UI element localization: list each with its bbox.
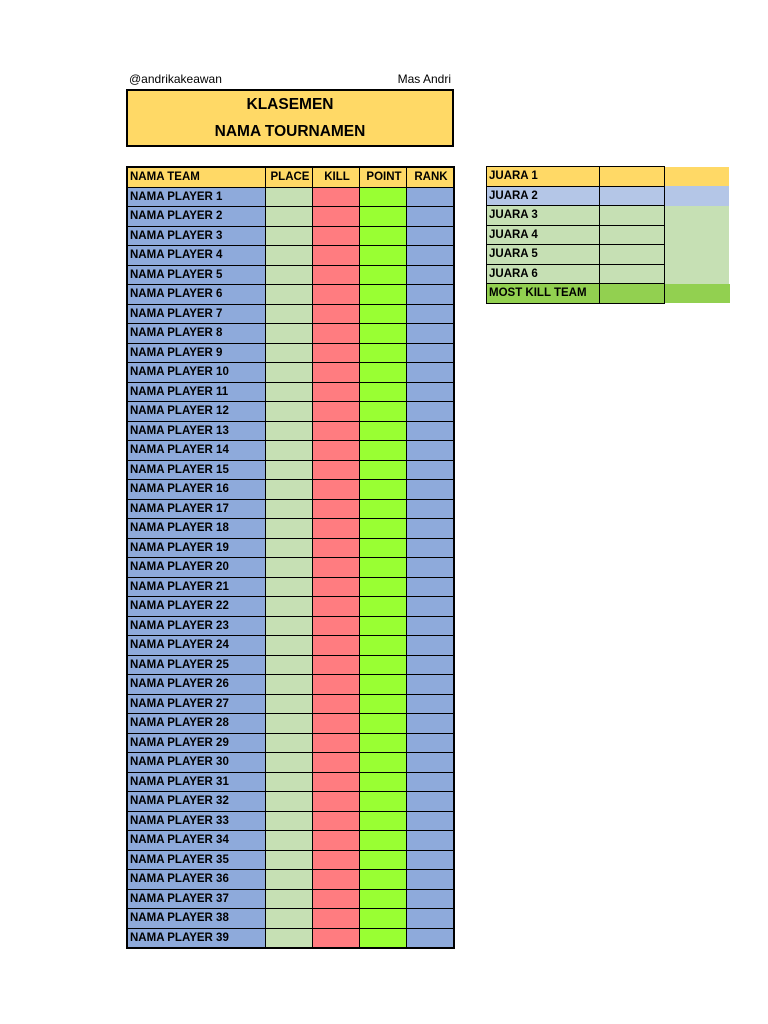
- rank-cell[interactable]: [407, 324, 455, 344]
- point-cell[interactable]: [360, 343, 407, 363]
- kill-cell[interactable]: [313, 772, 360, 792]
- header-place: PLACE: [266, 167, 313, 187]
- rank-cell[interactable]: [407, 694, 455, 714]
- kill-cell[interactable]: [313, 733, 360, 753]
- winner-team-cell[interactable]: [600, 284, 665, 304]
- table-row: [127, 616, 454, 636]
- rank-cell[interactable]: [407, 343, 455, 363]
- winners-table: [486, 166, 730, 304]
- point-cell[interactable]: [360, 753, 407, 773]
- table-row: [127, 538, 454, 558]
- point-cell[interactable]: [360, 597, 407, 617]
- kill-cell[interactable]: [313, 246, 360, 266]
- author-text: Mas Andri: [397, 72, 451, 86]
- kill-cell[interactable]: [313, 363, 360, 383]
- team-name-cell: NAMA PLAYER 8: [127, 324, 266, 344]
- point-cell[interactable]: [360, 285, 407, 305]
- kill-cell[interactable]: [313, 480, 360, 500]
- table-row: [127, 363, 454, 383]
- team-name-cell: NAMA PLAYER 19: [127, 538, 266, 558]
- place-cell[interactable]: [266, 499, 313, 519]
- kill-cell[interactable]: [313, 870, 360, 890]
- header-kill: KILL: [313, 167, 360, 187]
- table-header-row: [127, 167, 454, 187]
- kill-cell[interactable]: [313, 285, 360, 305]
- point-cell[interactable]: [360, 538, 407, 558]
- rank-cell[interactable]: [407, 558, 455, 578]
- winner-label: JUARA 3: [487, 206, 600, 226]
- place-cell[interactable]: [266, 441, 313, 461]
- table-row: [127, 285, 454, 305]
- place-cell[interactable]: [266, 928, 313, 948]
- rank-cell[interactable]: [407, 519, 455, 539]
- team-name-cell: NAMA PLAYER 29: [127, 733, 266, 753]
- place-cell[interactable]: [266, 246, 313, 266]
- rank-cell[interactable]: [407, 714, 455, 734]
- rank-cell[interactable]: [407, 577, 455, 597]
- winner-row: [487, 225, 730, 245]
- team-name-cell: NAMA PLAYER 10: [127, 363, 266, 383]
- winner-team-cell[interactable]: [600, 167, 665, 187]
- kill-cell[interactable]: [313, 655, 360, 675]
- point-cell[interactable]: [360, 558, 407, 578]
- table-row: [127, 753, 454, 773]
- kill-cell[interactable]: [313, 265, 360, 285]
- team-name-cell: NAMA PLAYER 33: [127, 811, 266, 831]
- title-line-2: NAMA TOURNAMEN: [214, 123, 366, 140]
- table-row: [127, 831, 454, 851]
- winner-row: [487, 206, 730, 226]
- winner-row: [487, 167, 730, 187]
- point-cell[interactable]: [360, 519, 407, 539]
- table-row: [127, 675, 454, 695]
- team-name-cell: NAMA PLAYER 23: [127, 616, 266, 636]
- point-cell[interactable]: [360, 441, 407, 461]
- point-cell[interactable]: [360, 226, 407, 246]
- place-cell[interactable]: [266, 421, 313, 441]
- table-row: [127, 792, 454, 812]
- table-row: [127, 265, 454, 285]
- team-name-cell: NAMA PLAYER 35: [127, 850, 266, 870]
- place-cell[interactable]: [266, 850, 313, 870]
- rank-cell[interactable]: [407, 675, 455, 695]
- rank-cell[interactable]: [407, 655, 455, 675]
- rank-cell[interactable]: [407, 909, 455, 929]
- table-row: [127, 694, 454, 714]
- rank-cell[interactable]: [407, 733, 455, 753]
- point-cell[interactable]: [360, 714, 407, 734]
- point-cell[interactable]: [360, 382, 407, 402]
- table-row: [127, 343, 454, 363]
- team-name-cell: NAMA PLAYER 28: [127, 714, 266, 734]
- team-name-cell: NAMA PLAYER 26: [127, 675, 266, 695]
- table-row: [127, 850, 454, 870]
- point-cell[interactable]: [360, 460, 407, 480]
- kill-cell[interactable]: [313, 714, 360, 734]
- rank-cell[interactable]: [407, 538, 455, 558]
- kill-cell[interactable]: [313, 499, 360, 519]
- place-cell[interactable]: [266, 889, 313, 909]
- place-cell[interactable]: [266, 811, 313, 831]
- title-box: [126, 89, 454, 147]
- point-cell[interactable]: [360, 928, 407, 948]
- team-name-cell: NAMA PLAYER 39: [127, 928, 266, 948]
- place-cell[interactable]: [266, 402, 313, 422]
- point-cell[interactable]: [360, 616, 407, 636]
- kill-cell[interactable]: [313, 382, 360, 402]
- team-name-cell: NAMA PLAYER 37: [127, 889, 266, 909]
- table-row: [127, 480, 454, 500]
- place-cell[interactable]: [266, 460, 313, 480]
- team-name-cell: NAMA PLAYER 2: [127, 207, 266, 227]
- kill-cell[interactable]: [313, 928, 360, 948]
- point-cell[interactable]: [360, 480, 407, 500]
- team-name-cell: NAMA PLAYER 24: [127, 636, 266, 656]
- table-row: [127, 246, 454, 266]
- winner-extra-cell[interactable]: [665, 245, 730, 265]
- header-point: POINT: [360, 167, 407, 187]
- point-cell[interactable]: [360, 636, 407, 656]
- rank-cell[interactable]: [407, 421, 455, 441]
- winner-row: [487, 245, 730, 265]
- rank-cell[interactable]: [407, 304, 455, 324]
- team-name-cell: NAMA PLAYER 34: [127, 831, 266, 851]
- kill-cell[interactable]: [313, 811, 360, 831]
- kill-cell[interactable]: [313, 402, 360, 422]
- place-cell[interactable]: [266, 597, 313, 617]
- place-cell[interactable]: [266, 363, 313, 383]
- team-name-cell: NAMA PLAYER 15: [127, 460, 266, 480]
- point-cell[interactable]: [360, 187, 407, 207]
- kill-cell[interactable]: [313, 558, 360, 578]
- kill-cell[interactable]: [313, 577, 360, 597]
- place-cell[interactable]: [266, 714, 313, 734]
- place-cell[interactable]: [266, 831, 313, 851]
- point-cell[interactable]: [360, 675, 407, 695]
- rank-cell[interactable]: [407, 811, 455, 831]
- team-name-cell: NAMA PLAYER 21: [127, 577, 266, 597]
- rank-cell[interactable]: [407, 753, 455, 773]
- team-name-cell: NAMA PLAYER 3: [127, 226, 266, 246]
- table-row: [127, 226, 454, 246]
- place-cell[interactable]: [266, 577, 313, 597]
- point-cell[interactable]: [360, 402, 407, 422]
- table-row: [127, 207, 454, 227]
- table-row: [127, 382, 454, 402]
- point-cell[interactable]: [360, 792, 407, 812]
- rank-cell[interactable]: [407, 382, 455, 402]
- winner-team-cell[interactable]: [600, 225, 665, 245]
- winner-row: [487, 186, 730, 206]
- table-row: [127, 636, 454, 656]
- team-name-cell: NAMA PLAYER 9: [127, 343, 266, 363]
- rank-cell[interactable]: [407, 870, 455, 890]
- winner-row: [487, 264, 730, 284]
- team-name-cell: NAMA PLAYER 27: [127, 694, 266, 714]
- rank-cell[interactable]: [407, 850, 455, 870]
- winner-label: JUARA 5: [487, 245, 600, 265]
- place-cell[interactable]: [266, 343, 313, 363]
- place-cell[interactable]: [266, 772, 313, 792]
- rank-cell[interactable]: [407, 187, 455, 207]
- kill-cell[interactable]: [313, 187, 360, 207]
- winner-label: JUARA 2: [487, 186, 600, 206]
- table-row: [127, 811, 454, 831]
- team-name-cell: NAMA PLAYER 32: [127, 792, 266, 812]
- kill-cell[interactable]: [313, 304, 360, 324]
- header-team: NAMA TEAM: [127, 167, 266, 187]
- table-row: [127, 597, 454, 617]
- point-cell[interactable]: [360, 811, 407, 831]
- team-name-cell: NAMA PLAYER 22: [127, 597, 266, 617]
- place-cell[interactable]: [266, 616, 313, 636]
- table-row: [127, 441, 454, 461]
- rank-cell[interactable]: [407, 831, 455, 851]
- table-row: [127, 402, 454, 422]
- winner-row: [487, 284, 730, 304]
- winner-label: JUARA 6: [487, 264, 600, 284]
- table-row: [127, 558, 454, 578]
- point-cell[interactable]: [360, 246, 407, 266]
- rank-cell[interactable]: [407, 499, 455, 519]
- table-row: [127, 870, 454, 890]
- rank-cell[interactable]: [407, 246, 455, 266]
- kill-cell[interactable]: [313, 850, 360, 870]
- rank-cell[interactable]: [407, 226, 455, 246]
- rank-cell[interactable]: [407, 928, 455, 948]
- place-cell[interactable]: [266, 207, 313, 227]
- table-row: [127, 499, 454, 519]
- rank-cell[interactable]: [407, 363, 455, 383]
- winner-extra-cell[interactable]: [665, 264, 730, 284]
- table-row: [127, 519, 454, 539]
- point-cell[interactable]: [360, 421, 407, 441]
- table-row: [127, 324, 454, 344]
- point-cell[interactable]: [360, 850, 407, 870]
- place-cell[interactable]: [266, 733, 313, 753]
- point-cell[interactable]: [360, 889, 407, 909]
- team-name-cell: NAMA PLAYER 18: [127, 519, 266, 539]
- place-cell[interactable]: [266, 226, 313, 246]
- place-cell[interactable]: [266, 285, 313, 305]
- table-row: [127, 772, 454, 792]
- winner-extra-cell[interactable]: [665, 225, 730, 245]
- kill-cell[interactable]: [313, 207, 360, 227]
- table-row: [127, 187, 454, 207]
- point-cell[interactable]: [360, 207, 407, 227]
- kill-cell[interactable]: [313, 831, 360, 851]
- place-cell[interactable]: [266, 538, 313, 558]
- team-name-cell: NAMA PLAYER 17: [127, 499, 266, 519]
- winner-team-cell[interactable]: [600, 245, 665, 265]
- kill-cell[interactable]: [313, 889, 360, 909]
- place-cell[interactable]: [266, 792, 313, 812]
- team-name-cell: NAMA PLAYER 38: [127, 909, 266, 929]
- place-cell[interactable]: [266, 187, 313, 207]
- place-cell[interactable]: [266, 636, 313, 656]
- table-row: [127, 577, 454, 597]
- header-rank: RANK: [407, 167, 455, 187]
- team-name-cell: NAMA PLAYER 12: [127, 402, 266, 422]
- kill-cell[interactable]: [313, 343, 360, 363]
- team-name-cell: NAMA PLAYER 31: [127, 772, 266, 792]
- table-row: [127, 928, 454, 948]
- table-row: [127, 733, 454, 753]
- point-cell[interactable]: [360, 694, 407, 714]
- point-cell[interactable]: [360, 265, 407, 285]
- kill-cell[interactable]: [313, 753, 360, 773]
- kill-cell[interactable]: [313, 792, 360, 812]
- winner-label: JUARA 1: [487, 167, 600, 187]
- rank-cell[interactable]: [407, 460, 455, 480]
- point-cell[interactable]: [360, 870, 407, 890]
- rank-cell[interactable]: [407, 207, 455, 227]
- point-cell[interactable]: [360, 733, 407, 753]
- point-cell[interactable]: [360, 363, 407, 383]
- rank-cell[interactable]: [407, 265, 455, 285]
- place-cell[interactable]: [266, 655, 313, 675]
- winner-extra-cell[interactable]: [665, 167, 730, 187]
- table-row: [127, 714, 454, 734]
- team-name-cell: NAMA PLAYER 5: [127, 265, 266, 285]
- team-name-cell: NAMA PLAYER 1: [127, 187, 266, 207]
- table-row: [127, 460, 454, 480]
- rank-cell[interactable]: [407, 889, 455, 909]
- winner-extra-cell[interactable]: [665, 284, 730, 304]
- place-cell[interactable]: [266, 753, 313, 773]
- team-name-cell: NAMA PLAYER 13: [127, 421, 266, 441]
- standings-table: [126, 166, 455, 949]
- rank-cell[interactable]: [407, 792, 455, 812]
- team-name-cell: NAMA PLAYER 11: [127, 382, 266, 402]
- place-cell[interactable]: [266, 519, 313, 539]
- kill-cell[interactable]: [313, 519, 360, 539]
- kill-cell[interactable]: [313, 441, 360, 461]
- place-cell[interactable]: [266, 382, 313, 402]
- team-name-cell: NAMA PLAYER 25: [127, 655, 266, 675]
- place-cell[interactable]: [266, 694, 313, 714]
- title-line-1: KLASEMEN: [246, 96, 334, 113]
- place-cell[interactable]: [266, 265, 313, 285]
- point-cell[interactable]: [360, 909, 407, 929]
- rank-cell[interactable]: [407, 480, 455, 500]
- kill-cell[interactable]: [313, 421, 360, 441]
- table-row: [127, 421, 454, 441]
- rank-cell[interactable]: [407, 441, 455, 461]
- table-row: [127, 889, 454, 909]
- place-cell[interactable]: [266, 480, 313, 500]
- place-cell[interactable]: [266, 304, 313, 324]
- kill-cell[interactable]: [313, 636, 360, 656]
- point-cell[interactable]: [360, 655, 407, 675]
- kill-cell[interactable]: [313, 675, 360, 695]
- kill-cell[interactable]: [313, 597, 360, 617]
- team-name-cell: NAMA PLAYER 7: [127, 304, 266, 324]
- rank-cell[interactable]: [407, 636, 455, 656]
- team-name-cell: NAMA PLAYER 20: [127, 558, 266, 578]
- point-cell[interactable]: [360, 499, 407, 519]
- winner-label: JUARA 4: [487, 225, 600, 245]
- place-cell[interactable]: [266, 870, 313, 890]
- point-cell[interactable]: [360, 577, 407, 597]
- winner-label: MOST KILL TEAM: [487, 284, 600, 304]
- team-name-cell: NAMA PLAYER 36: [127, 870, 266, 890]
- team-name-cell: NAMA PLAYER 16: [127, 480, 266, 500]
- team-name-cell: NAMA PLAYER 30: [127, 753, 266, 773]
- kill-cell[interactable]: [313, 460, 360, 480]
- point-cell[interactable]: [360, 772, 407, 792]
- rank-cell[interactable]: [407, 772, 455, 792]
- winner-extra-cell[interactable]: [665, 206, 730, 226]
- winner-team-cell[interactable]: [600, 264, 665, 284]
- team-name-cell: NAMA PLAYER 4: [127, 246, 266, 266]
- point-cell[interactable]: [360, 831, 407, 851]
- table-row: [127, 909, 454, 929]
- kill-cell[interactable]: [313, 324, 360, 344]
- kill-cell[interactable]: [313, 694, 360, 714]
- place-cell[interactable]: [266, 909, 313, 929]
- table-row: [127, 304, 454, 324]
- winner-extra-cell[interactable]: [665, 186, 730, 206]
- table-row: [127, 655, 454, 675]
- place-cell[interactable]: [266, 675, 313, 695]
- winner-team-cell[interactable]: [600, 206, 665, 226]
- point-cell[interactable]: [360, 324, 407, 344]
- kill-cell[interactable]: [313, 616, 360, 636]
- rank-cell[interactable]: [407, 616, 455, 636]
- place-cell[interactable]: [266, 324, 313, 344]
- winner-team-cell[interactable]: [600, 186, 665, 206]
- rank-cell[interactable]: [407, 597, 455, 617]
- rank-cell[interactable]: [407, 285, 455, 305]
- handle-text: @andrikakeawan: [129, 72, 222, 86]
- rank-cell[interactable]: [407, 402, 455, 422]
- kill-cell[interactable]: [313, 909, 360, 929]
- team-name-cell: NAMA PLAYER 6: [127, 285, 266, 305]
- team-name-cell: NAMA PLAYER 14: [127, 441, 266, 461]
- point-cell[interactable]: [360, 304, 407, 324]
- kill-cell[interactable]: [313, 538, 360, 558]
- place-cell[interactable]: [266, 558, 313, 578]
- kill-cell[interactable]: [313, 226, 360, 246]
